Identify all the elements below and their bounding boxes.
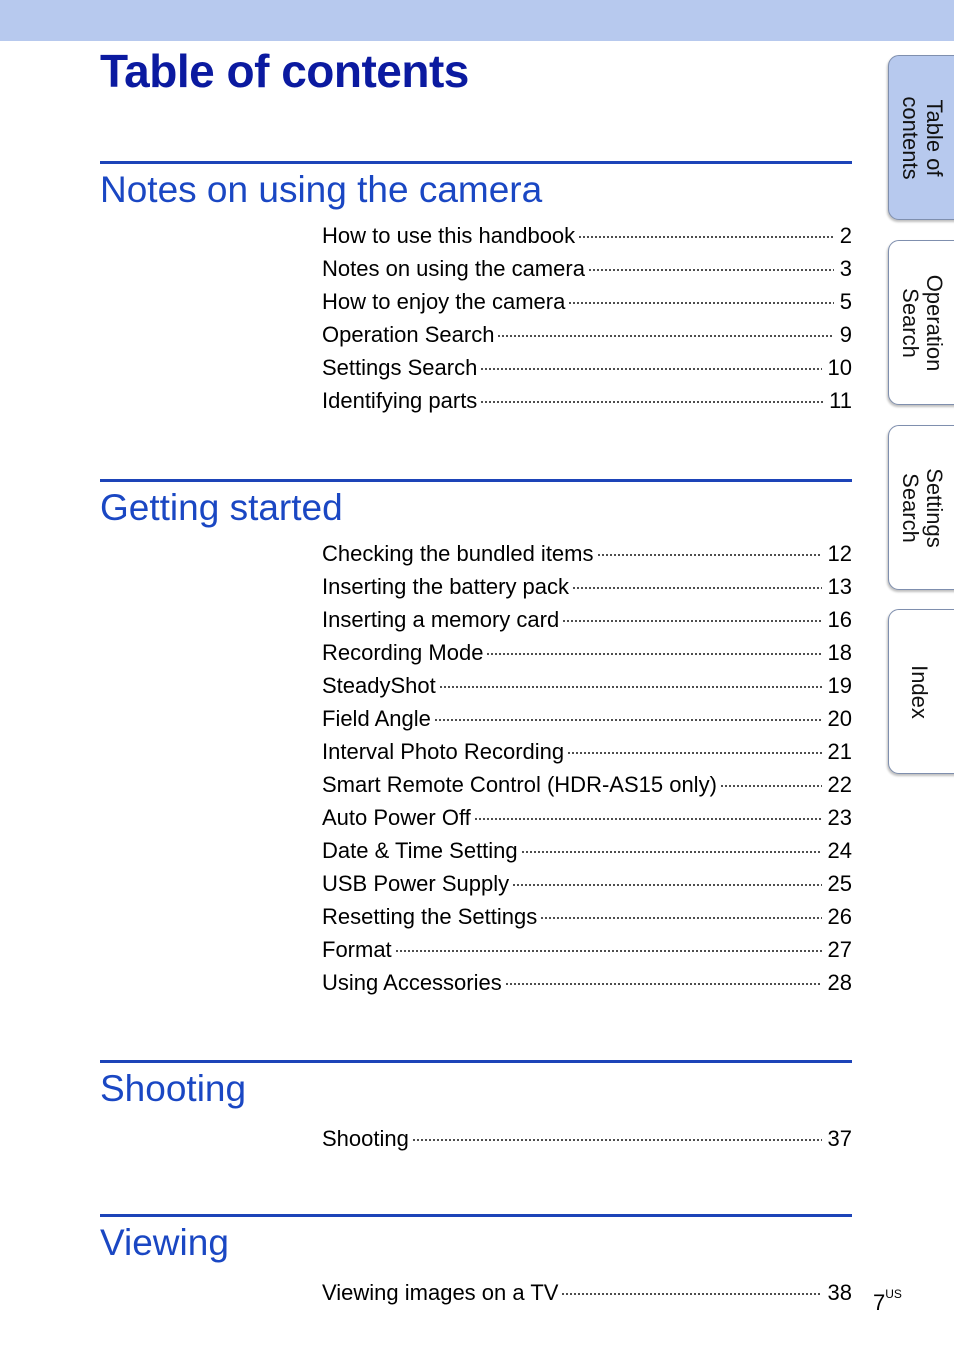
toc-entry-title: Settings Search [322,355,478,380]
toc-entry-page: 12 [827,541,852,566]
toc-entry[interactable] [322,636,852,669]
dot-leader [439,684,822,690]
dot-leader [505,981,822,987]
toc-entry[interactable] [322,702,852,735]
toc-entry-page: 10 [827,355,852,380]
tab-operation-search[interactable] [888,240,954,405]
section-notes [100,161,852,413]
tab-label [898,468,946,548]
dot-leader [597,552,822,558]
top-banner [0,0,954,41]
toc-entry-title: Date & Time Setting [322,838,518,863]
toc-entry-page: 16 [827,607,852,632]
dot-leader [521,849,822,855]
section-viewing [100,1214,852,1305]
toc-entry-page: 24 [827,838,852,863]
toc-entry-title: Inserting a memory card [322,607,560,632]
tab-label-line: Search [898,287,923,358]
toc-entry[interactable] [322,351,852,384]
toc-entry-title: How to enjoy the camera [322,289,566,314]
toc-entry-title: Resetting the Settings [322,904,538,929]
toc-entry[interactable] [322,735,852,768]
toc-entry-page: 23 [827,805,852,830]
dot-leader [578,234,834,240]
toc-entry[interactable] [322,669,852,702]
toc-entry-title: Identifying parts [322,388,478,413]
dot-leader [561,1291,821,1297]
toc-entry-title: How to use this handbook [322,223,576,248]
toc-entry-title: Operation Search [322,322,495,347]
toc-entries [322,1276,852,1309]
tab-label-line: Settings [922,467,947,548]
section-heading[interactable]: Getting started [100,487,343,528]
toc-entry-title: Viewing images on a TV [322,1280,559,1305]
section-rule [100,479,852,482]
toc-entry-title: Auto Power Off [322,805,471,830]
toc-entry[interactable] [322,966,852,999]
dot-leader [720,783,822,789]
toc-entry-page: 9 [839,322,852,347]
toc-entry-page: 37 [827,1126,852,1151]
toc-entry-title: USB Power Supply [322,871,510,896]
toc-entry-title: Inserting the battery pack [322,574,570,599]
tab-label-line: Table of [922,98,947,177]
toc-entry[interactable] [322,1276,852,1309]
toc-entry-title: Interval Photo Recording [322,739,565,764]
dot-leader [395,948,822,954]
toc-entry[interactable] [322,285,852,318]
toc-entry[interactable] [322,318,852,351]
page-number [873,1286,902,1316]
tab-index[interactable] [888,609,954,774]
dot-leader [497,333,833,339]
toc-entry-page: 3 [839,256,852,281]
dot-leader [568,300,833,306]
toc-entry[interactable] [322,252,852,285]
tab-settings-search[interactable] [888,425,954,590]
toc-entry-page: 27 [827,937,852,962]
toc-entry-page: 20 [827,706,852,731]
toc-entry-page: 38 [827,1280,852,1305]
toc-entry[interactable] [322,933,852,966]
section-getting-started [100,479,852,995]
toc-entry[interactable] [322,801,852,834]
toc-entry[interactable] [322,570,852,603]
toc-entry[interactable] [322,1122,852,1155]
page-number-value: 7 [873,1290,886,1315]
toc-entry-title: Field Angle [322,706,431,731]
dot-leader [434,717,822,723]
toc-entry-title: Notes on using the camera [322,256,585,281]
toc-entry-title: Using Accessories [322,970,502,995]
tab-label-line: Operation [922,274,947,371]
toc-entry-page: 11 [829,388,852,413]
section-heading[interactable]: Viewing [100,1222,229,1263]
toc-entry-title: Checking the bundled items [322,541,594,566]
toc-entry[interactable] [322,900,852,933]
section-shooting [100,1060,852,1151]
toc-entry-title: Shooting [322,1126,409,1151]
toc-entry[interactable] [322,537,852,570]
dot-leader [474,816,822,822]
toc-entry-title: Smart Remote Control (HDR-AS15 only) [322,772,717,797]
toc-entry-page: 18 [827,640,852,665]
section-rule [100,161,852,164]
toc-entry-page: 13 [827,574,852,599]
section-rule [100,1060,852,1063]
toc-entry-page: 25 [827,871,852,896]
tab-label [907,665,931,719]
tab-label-line: contents [898,95,923,180]
page-number-suffix: US [885,1286,902,1301]
dot-leader [480,399,823,405]
dot-leader [567,750,821,756]
section-heading[interactable]: Shooting [100,1068,247,1109]
dot-leader [512,882,821,888]
dot-leader [572,585,821,591]
toc-entry[interactable] [322,867,852,900]
toc-entry-title: Recording Mode [322,640,484,665]
toc-entry-page: 19 [827,673,852,698]
toc-entries [322,1122,852,1155]
toc-entries [322,219,852,417]
toc-entry[interactable] [322,384,852,417]
dot-leader [412,1137,822,1143]
dot-leader [588,267,834,273]
tab-label-line: Search [898,472,923,543]
toc-entry-title: SteadyShot [322,673,436,698]
dot-leader [540,915,821,921]
section-rule [100,1214,852,1217]
tab-label-line: Index [907,664,932,719]
page-title: Table of contents [100,45,469,97]
toc-entry[interactable] [322,219,852,252]
dot-leader [480,366,821,372]
toc-entry-page: 26 [827,904,852,929]
toc-entries [322,537,852,999]
tab-label [898,274,946,371]
toc-entry-page: 5 [839,289,852,314]
toc-entry[interactable] [322,834,852,867]
section-heading[interactable]: Notes on using the camera [100,169,543,210]
toc-entry-title: Format [322,937,392,962]
dot-leader [486,651,821,657]
toc-entry-page: 22 [827,772,852,797]
dot-leader [562,618,821,624]
toc-entry[interactable] [322,768,852,801]
toc-entry-page: 21 [827,739,852,764]
tab-label [898,96,946,179]
toc-entry-page: 2 [839,223,852,248]
toc-entry[interactable] [322,603,852,636]
tab-table-of-contents[interactable] [888,55,954,220]
toc-entry-page: 28 [827,970,852,995]
